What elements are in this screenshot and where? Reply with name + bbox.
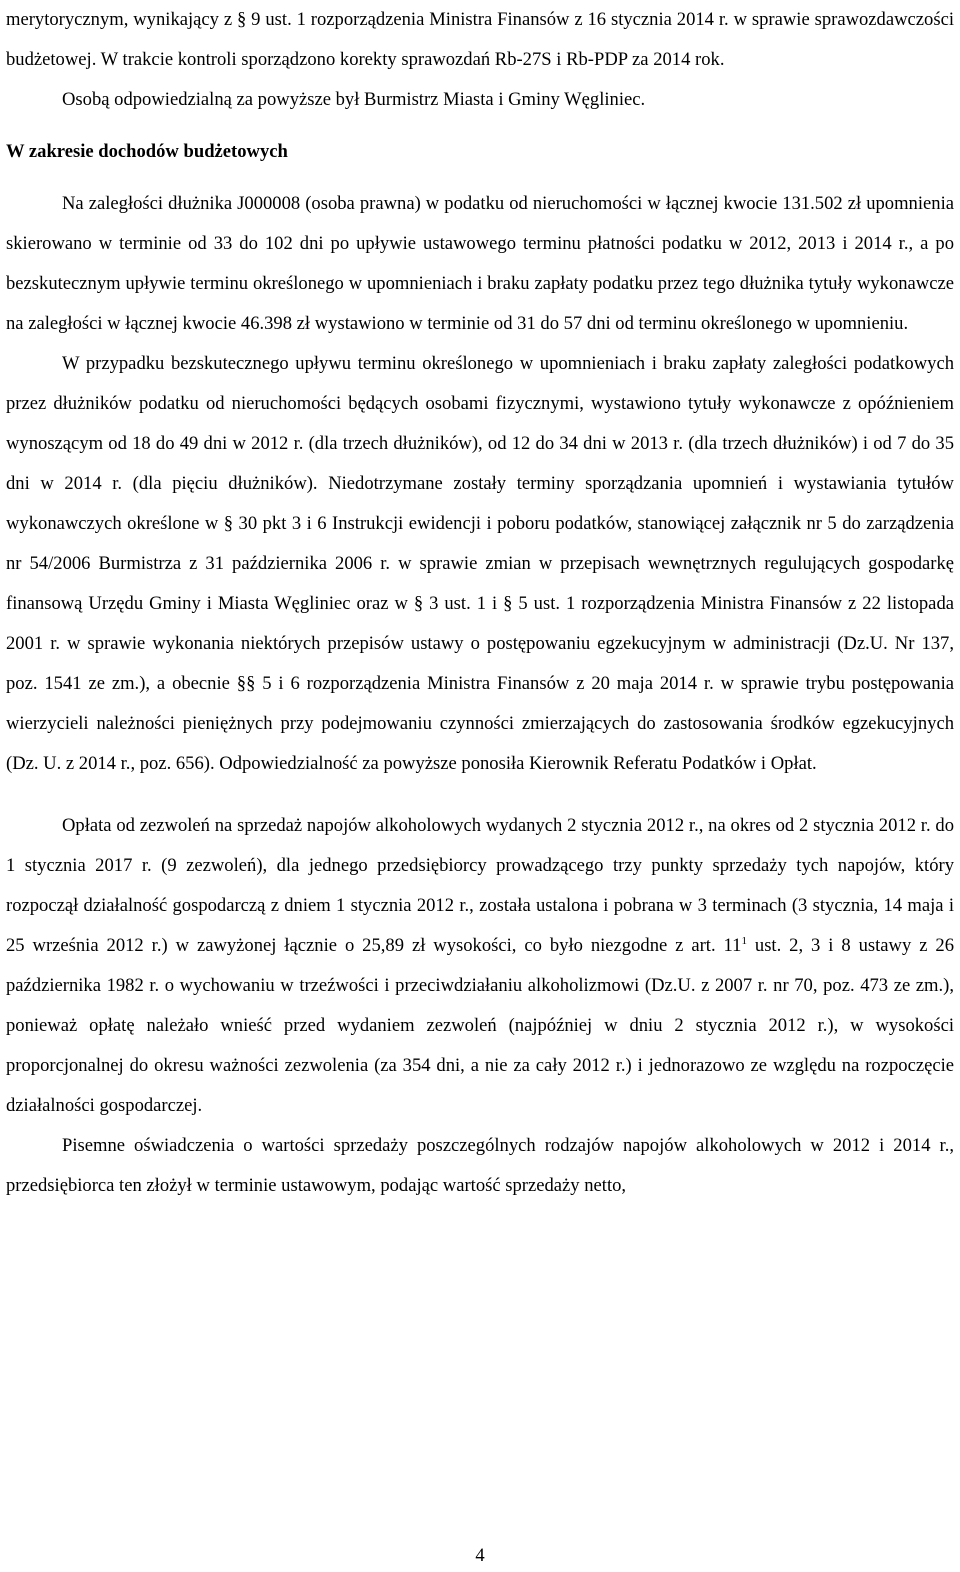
spacer xyxy=(6,120,954,132)
heading-income: W zakresie dochodów budżetowych xyxy=(6,141,288,162)
spacer xyxy=(6,784,954,806)
paragraph-debtor: Na zaległości dłużnika J000008 (osoba prawna) w podatku od nieruchomości w łącznej kwocie 131.502 zł upomnienia skierowano w terminie od 33 do 102 dni po upływie ustawowego terminu płatności podatku w 2012, 2013 i 2014 r., a po bezskutecznym upływie terminu określonego w upomnieniach i braku zapłaty podatku przez tego dłużnika tytuły wykonawcze na zaległości w łącznej kwocie 46.398 zł wystawiono w terminie od 31 do 57 dni od terminu określonego w upomnieniu. xyxy=(6,193,954,334)
paragraph-responsible: Osobą odpowiedzialną za powyższe był Burmistrz Miasta i Gminy Węgliniec. xyxy=(62,89,646,110)
spacer xyxy=(6,172,954,184)
document-page xyxy=(6,0,954,1206)
alcohol-fee-superscript: 1 xyxy=(741,935,747,947)
paragraph-individuals: W przypadku bezskutecznego upływu terminu określonego w upomnieniach i braku zapłaty zaległości podatkowych przez dłużników podatku od nieruchomości będących osobami fizycznymi, wystawiono tytuły wykonawcze z opóźnieniem wynoszącym od 18 do 49 dni w 2012 r. (dla trzech dłużników), od 12 do 34 dni w 2013 r. (dla trzech dłużników) i od 7 do 35 dni w 2014 r. (dla pięciu dłużników). Niedotrzymane zostały terminy sporządzania upomnień i wystawiania tytułów wykonawczych określone w § 30 pkt 3 i 6 Instrukcji ewidencji i poboru podatków, stanowiącej załącznik nr 5 do zarządzenia nr 54/2006 Burmistrza z 31 października 2006 r. w sprawie zmian w przepisach wewnętrznych regulujących gospodarkę finansową Urzędu Gminy i Miasta Węgliniec oraz w § 3 ust. 1 i § 5 ust. 1 rozporządzenia Ministra Finansów z 22 listopada 2001 r. w sprawie wykonania niektórych przepisów ustawy o postępowaniu egzekucyjnym w administracji (Dz.U. Nr 137, poz. 1541 ze zm.), a obecnie §§ 5 i 6 rozporządzenia Ministra Finansów z 20 maja 2014 r. w sprawie trybu postępowania wierzycieli należności pieniężnych przy podejmowaniu czynności zmierzających do zastosowania środków egzekucyjnych (Dz. U. z 2014 r., poz. 656). Odpowiedzialność za powyższe ponosiła Kierownik Referatu Podatków i Opłat. xyxy=(6,353,954,774)
paragraph-intro: merytorycznym, wynikający z § 9 ust. 1 rozporządzenia Ministra Finansów z 16 stycznia 2014 r. w sprawie sprawozdawczości budżetowej. W trakcie kontroli sporządzono korekty sprawozdań Rb-27S i Rb-PDP za 2014 rok. xyxy=(6,9,954,70)
alcohol-fee-text-a: Opłata od zezwoleń na sprzedaż napojów alkoholowych wydanych 2 stycznia 2012 r., na okres od 2 stycznia 2012 r. do 1 stycznia 2017 r. (9 zezwoleń), dla jednego przedsiębiorcy prowadzącego trzy punkty sprzedaży tych napojów, który rozpoczął działalność gospodarczą z dniem 1 stycznia 2012 r., została ustalona i pobrana w 3 terminach (3 stycznia, 14 maja i 25 września 2012 r.) w zawyżonej łącznie o 25,89 zł wysokości, co było niezgodne z art. 11 xyxy=(6,815,954,956)
alcohol-fee-text-b: ust. 2, 3 i 8 ustawy z 26 października 1982 r. o wychowaniu w trzeźwości i przeciwdziałaniu alkoholizmowi (Dz.U. z 2007 r. nr 70, poz. 473 ze zm.), ponieważ opłatę należało wnieść przed wydaniem zezwoleń (najpóźniej w dniu 2 stycznia 2012 r.), w wysokości proporcjonalnej do okresu ważności zezwolenia (za 354 dni, a nie za cały 2012 r.) i jednorazowo ze względu na rozpoczęcie działalności gospodarczej. xyxy=(6,935,954,1116)
page-number: 4 xyxy=(475,1545,485,1566)
paragraph-statements: Pisemne oświadczenia o wartości sprzedaży poszczególnych rodzajów napojów alkoholowych w 2012 i 2014 r., przedsiębiorca ten złożył w terminie ustawowym, podając wartość sprzedaży netto, xyxy=(6,1135,954,1196)
paragraph-alcohol-fee xyxy=(6,806,954,1126)
